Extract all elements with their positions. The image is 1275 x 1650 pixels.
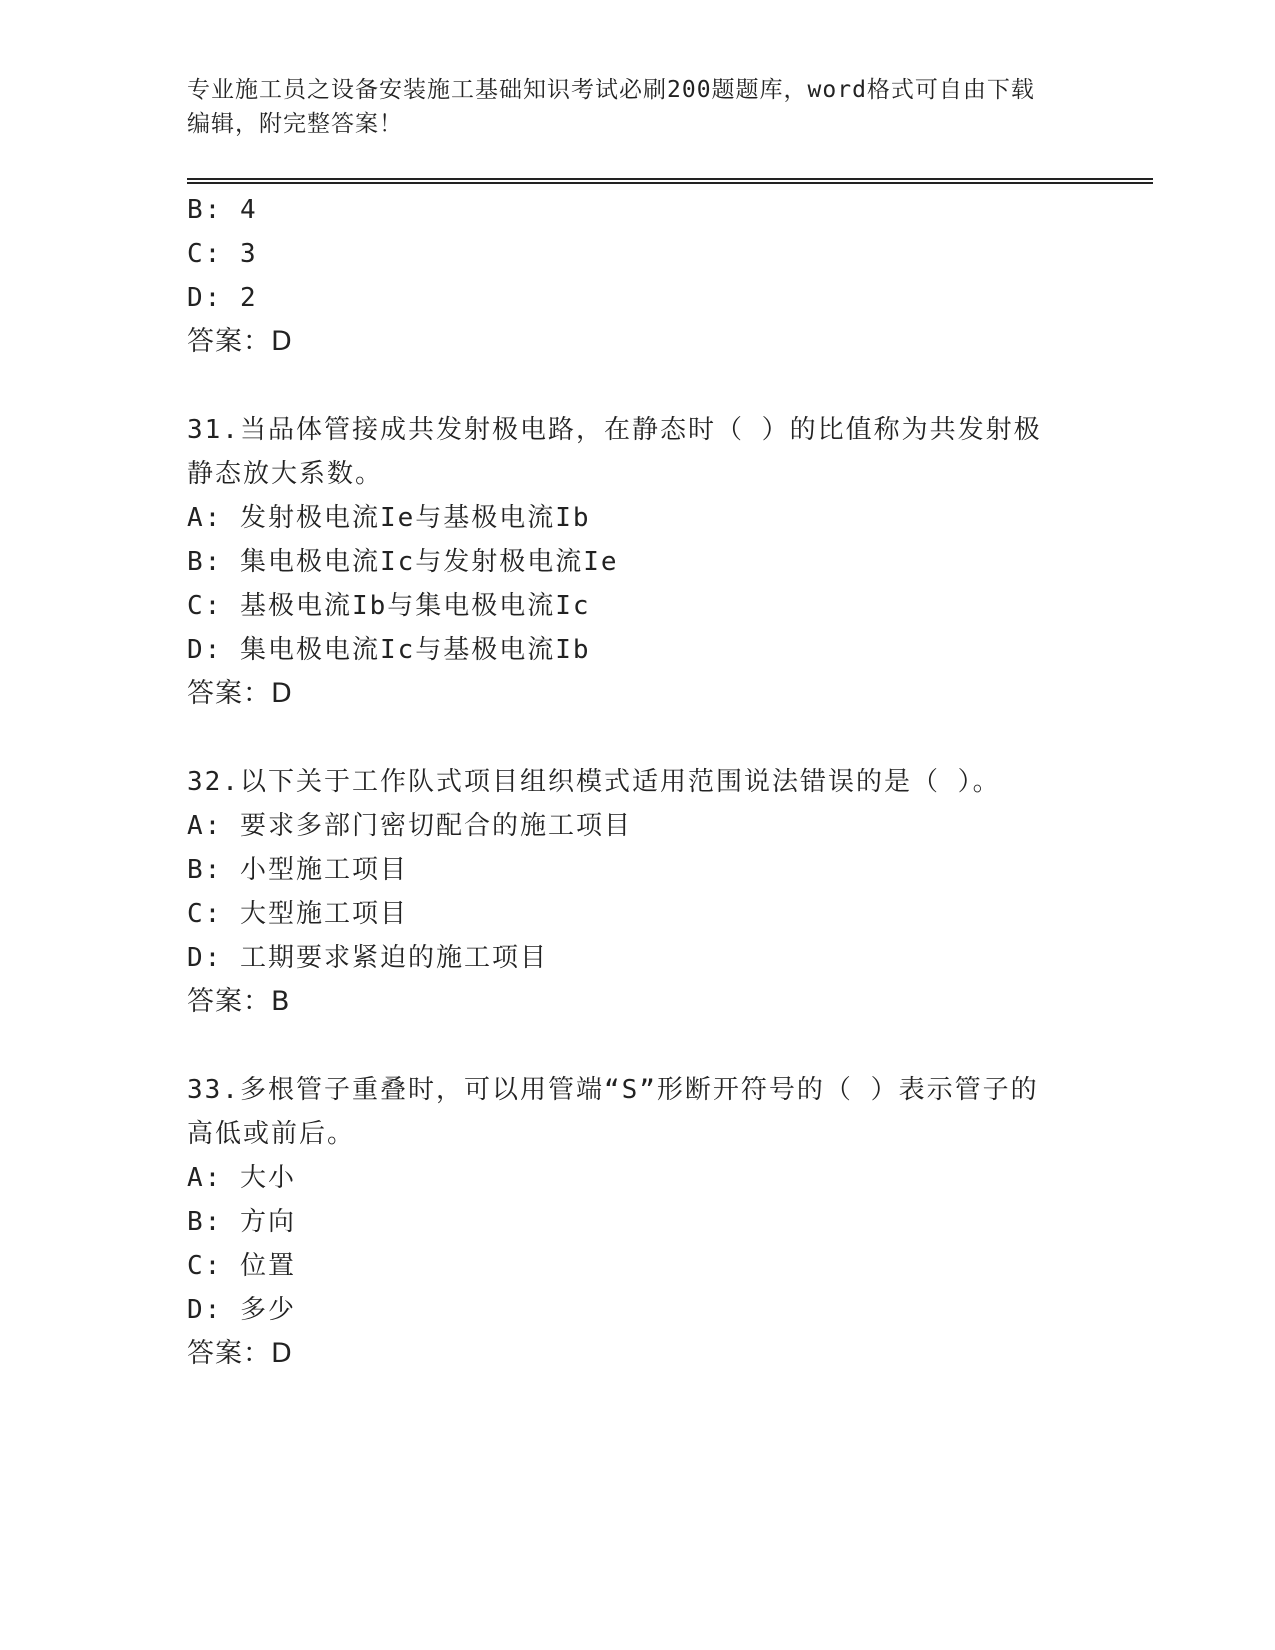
document-header bbox=[187, 73, 1087, 141]
q33-option-c: C: 位置 bbox=[187, 1251, 296, 1281]
q31-answer: 答案：D bbox=[187, 678, 293, 709]
q33-stem-line-2: 高低或前后。 bbox=[187, 1119, 356, 1149]
q32-option-a: A: 要求多部门密切配合的施工项目 bbox=[187, 811, 632, 841]
q31-stem-line-1: 31.当品体管接成共发射极电路，在静态时（ ）的比值称为共发射极 bbox=[187, 415, 1042, 445]
q32-stem-line-1: 32.以下关于工作队式项目组织模式适用范围说法错误的是（ ）。 bbox=[187, 767, 1001, 797]
q30-option-b: B: 4 bbox=[187, 195, 258, 225]
header-title-line-2: 编辑，附完整答案！ bbox=[187, 111, 403, 137]
q31-option-c: C: 基极电流Ib与集电极电流Ic bbox=[187, 591, 591, 621]
header-divider-bottom bbox=[187, 182, 1153, 184]
q30-answer: 答案：D bbox=[187, 326, 293, 357]
q30-option-c: C: 3 bbox=[187, 239, 258, 269]
q30-option-d: D: 2 bbox=[187, 283, 258, 313]
header-divider-top bbox=[187, 178, 1153, 180]
q33-stem-line-1: 33.多根管子重叠时，可以用管端“S”形断开符号的（ ）表示管子的 bbox=[187, 1075, 1039, 1105]
q32-answer: 答案：B bbox=[187, 986, 291, 1017]
header-title-line-1: 专业施工员之设备安装施工基础知识考试必刷200题题库，word格式可自由下载 bbox=[187, 77, 1035, 103]
q32-option-c: C: 大型施工项目 bbox=[187, 899, 408, 929]
q32-option-d: D: 工期要求紧迫的施工项目 bbox=[187, 943, 548, 973]
q33-answer: 答案：D bbox=[187, 1338, 293, 1369]
q32-option-b: B: 小型施工项目 bbox=[187, 855, 408, 885]
q33-option-d: D: 多少 bbox=[187, 1295, 296, 1325]
q31-stem-line-2: 静态放大系数。 bbox=[187, 459, 384, 489]
q31-option-b: B: 集电极电流Ic与发射极电流Ie bbox=[187, 547, 619, 577]
q31-option-d: D: 集电极电流Ic与基极电流Ib bbox=[187, 635, 591, 665]
q33-option-b: B: 方向 bbox=[187, 1207, 296, 1237]
q31-option-a: A: 发射极电流Ie与基极电流Ib bbox=[187, 503, 591, 533]
q33-option-a: A: 大小 bbox=[187, 1163, 296, 1193]
